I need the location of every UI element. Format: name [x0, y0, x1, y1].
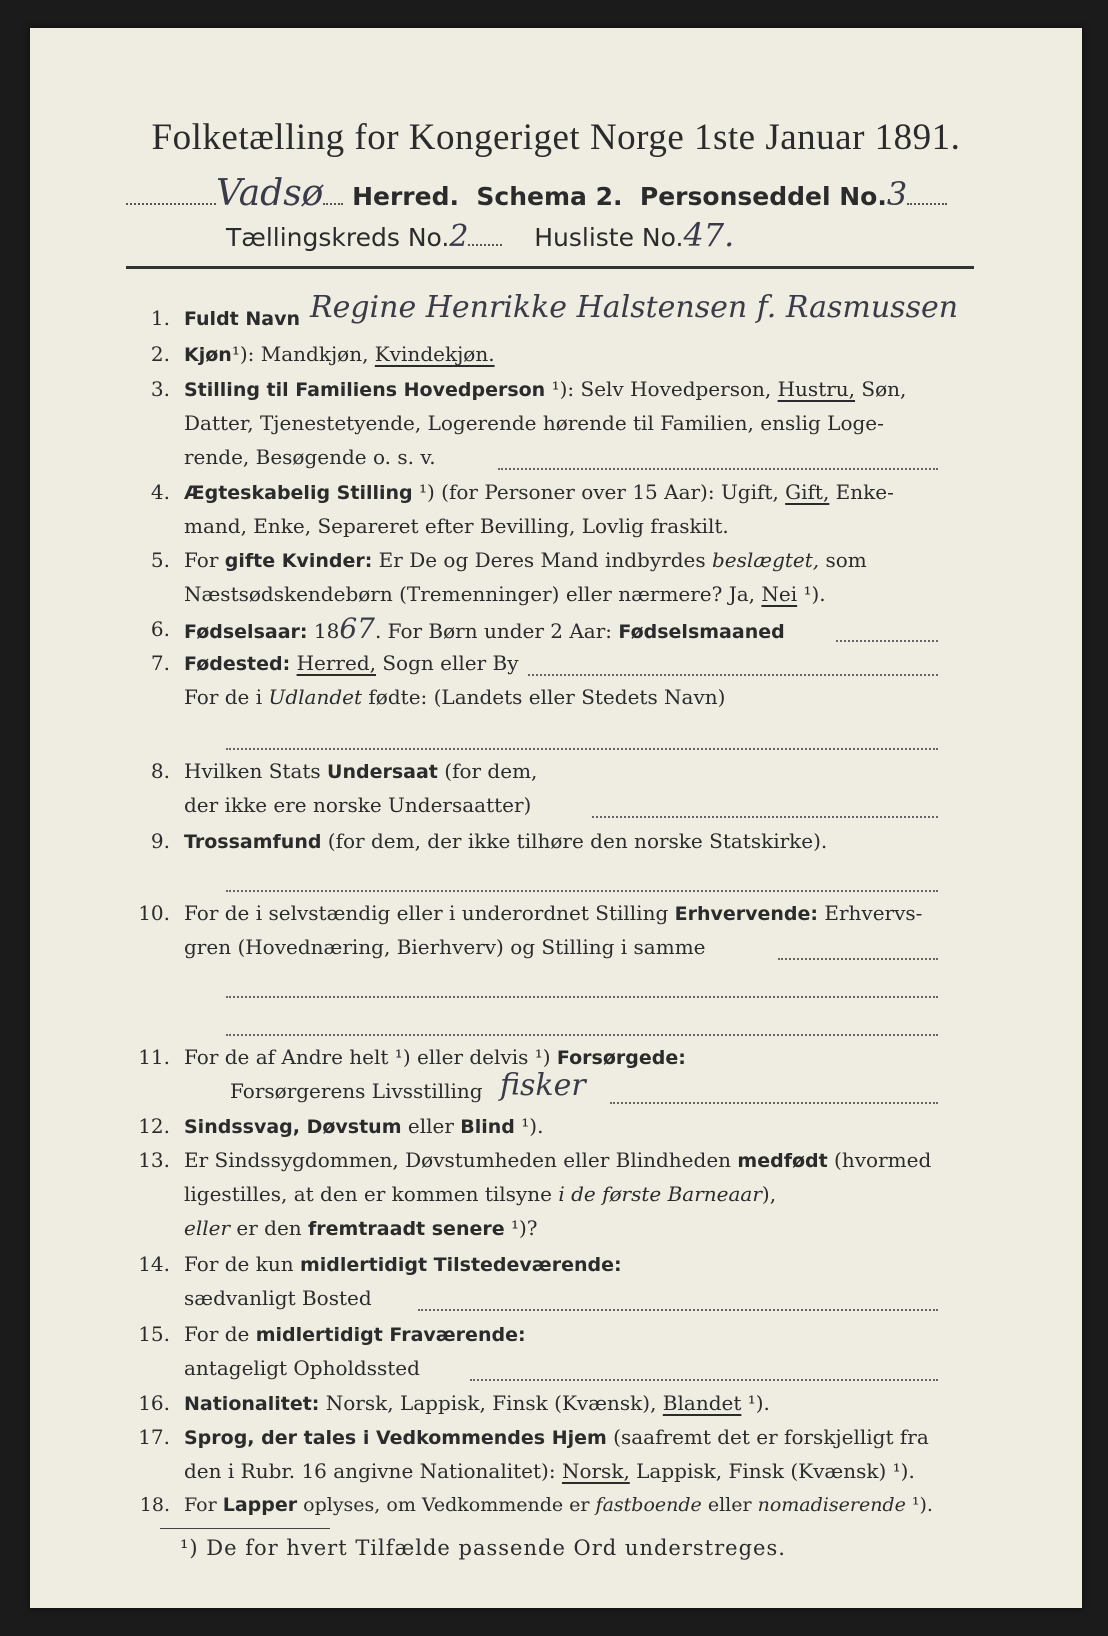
item-text: eller [184, 1216, 231, 1240]
fill-line [226, 890, 938, 892]
item-text: Hvilken Stats [184, 759, 328, 783]
selected-option: Norsk, [561, 1459, 630, 1483]
husliste-label: Husliste No. [534, 223, 684, 252]
item-label: Stilling til Familiens Hovedperson [184, 379, 546, 401]
item-text: For [184, 1494, 223, 1516]
item-text: ¹): Mandkjøn, [231, 342, 375, 366]
item-text: rende, Besøgende o. s. v. [184, 445, 436, 469]
item-text: For de i selvstændig eller i underordnet Stilling [184, 901, 675, 925]
fill-line [226, 996, 938, 998]
item-text: eller [701, 1494, 758, 1516]
item-text: Lappisk, Finsk (Kvænsk) ¹). [629, 1459, 915, 1483]
birth-year-value: 67 [339, 612, 375, 645]
item-label: Ægteskabelig Stilling [184, 482, 413, 504]
item-text: sædvanligt Bosted [184, 1286, 372, 1310]
item-text: Udlandet [268, 685, 363, 709]
item-number: 15. [138, 1322, 170, 1346]
item-label: Forsørgede: [556, 1047, 686, 1069]
item-label: medfødt [737, 1150, 828, 1172]
item-label: Fødselsaar: [184, 621, 308, 643]
item-text: ligestilles, at den er kommen tilsyne [184, 1182, 559, 1206]
provider-occupation-value: fisker [500, 1068, 586, 1103]
herred-line [126, 173, 947, 214]
item-number: 10. [138, 901, 170, 925]
item-text: Næstsødskendebørn (Tremenninger) eller nærmere? Ja, [184, 582, 762, 606]
taellingskreds-line [226, 216, 734, 254]
item-text: (saafremt det er forskjelligt fra [606, 1425, 929, 1449]
form-title: Folketælling for Kongeriget Norge 1ste Januar 1891. [151, 117, 961, 158]
herred-label: Herred. [352, 182, 459, 211]
fill-line [592, 816, 938, 818]
item-number: 14. [138, 1252, 170, 1276]
fill-line [778, 958, 938, 960]
item-number: 6. [150, 617, 170, 641]
item-text: . For Børn under 2 Aar: [374, 619, 619, 643]
item-text: gren (Hovednæring, Bierhverv) og Stilling i samme [184, 935, 706, 959]
item-number: 9. [150, 829, 170, 853]
item-label: Sprog, der tales i Vedkommendes Hjem [184, 1427, 607, 1449]
item-text: Søn, [855, 377, 907, 401]
item-number: 4. [150, 480, 170, 504]
taellingskreds-label: Tællingskreds No. [226, 223, 450, 252]
item-number: 3. [150, 377, 170, 401]
item-text: Datter, Tjenestetyende, Logerende hørende til Familien, enslig Loge- [184, 411, 884, 435]
item-label: Sindssvag, Døvstum [184, 1116, 402, 1138]
item-label: Fuldt Navn [184, 308, 301, 330]
item-label: Blind [460, 1116, 515, 1138]
herred-value: Vadsø [216, 173, 324, 214]
item-text: som [819, 548, 867, 572]
personseddel-value: 3 [886, 175, 908, 213]
item-label: fremtraadt senere [308, 1218, 505, 1240]
item-text: ¹) (for Personer over 15 Aar): Ugift, [412, 480, 786, 504]
item-number: 11. [138, 1045, 170, 1069]
fill-line [226, 748, 938, 750]
item-number: 2. [150, 342, 170, 366]
item-number: 1. [150, 306, 170, 330]
item-number: 13. [138, 1148, 170, 1172]
item-number: 16. [138, 1391, 170, 1415]
item-label: gifte Kvinder: [224, 550, 373, 572]
item-text: fastboende [595, 1494, 702, 1516]
fill-line [836, 640, 938, 642]
item-number: 17. [138, 1425, 170, 1449]
selected-option: Kvindekjøn. [374, 342, 495, 366]
item-number: 7. [150, 651, 170, 675]
item-text: ¹). [741, 1391, 770, 1415]
item-label: midlertidigt Tilstedeværende: [299, 1254, 622, 1276]
item-text: ¹). [514, 1114, 544, 1138]
item-label: Nationalitet: [184, 1393, 320, 1415]
item-text: For [184, 548, 225, 572]
selected-option: Hustru, [777, 377, 856, 401]
item-text: er den [230, 1216, 309, 1240]
taellingskreds-value: 2 [449, 219, 469, 254]
item-number: 18. [139, 1494, 170, 1516]
item-text: Norsk, Lappisk, Finsk (Kvænsk), [319, 1391, 663, 1415]
item-number: 12. [138, 1114, 170, 1138]
item-text: For de [184, 1322, 256, 1346]
item-text: ¹). [797, 582, 826, 606]
item-label: Kjøn [184, 344, 232, 366]
item-label: Trossamfund [184, 831, 322, 853]
item-text: fødte: (Landets eller Stedets Navn) [362, 685, 726, 709]
header-rule [126, 266, 974, 269]
item-text: Er De og Deres Mand indbyrdes [372, 548, 712, 572]
item-label: Fødested: [184, 653, 291, 675]
item-text: eller [401, 1114, 461, 1138]
item-text: i de første Barneaar [558, 1182, 762, 1206]
item-text: mand, Enke, Separeret efter Bevilling, Lovlig fraskilt. [184, 514, 729, 538]
item-text: nomadiserende [757, 1494, 906, 1516]
husliste-value: 47. [683, 216, 735, 254]
item-label: midlertidigt Fraværende: [255, 1324, 526, 1346]
fill-line [418, 1309, 938, 1311]
item-text: Sogn eller By [376, 651, 519, 675]
item-number: 8. [150, 759, 170, 783]
item-text: (for dem, [437, 759, 538, 783]
personseddel-label: Personseddel No. [639, 182, 887, 211]
item-text: For de af Andre helt ¹) eller delvis ¹) [184, 1045, 557, 1069]
selected-option: Nei [761, 582, 798, 606]
item-text: ¹)? [504, 1216, 538, 1240]
item-text: den i Rubr. 16 angivne Nationalitet): [184, 1459, 562, 1483]
fill-line [470, 1379, 938, 1381]
selected-option: Blandet [662, 1391, 742, 1415]
item-text: Enke- [829, 480, 894, 504]
item-label: Undersaat [327, 761, 438, 783]
item-number: 5. [150, 548, 170, 572]
item-text: For de i [184, 685, 269, 709]
item-text: Erhvervs- [818, 901, 923, 925]
census-form [30, 28, 1082, 1608]
footnote-rule [160, 1528, 330, 1529]
item-text: ¹). [905, 1494, 933, 1516]
fill-line [498, 468, 938, 470]
fill-line [610, 1102, 938, 1104]
item-text: oplyses, om Vedkommende er [297, 1494, 596, 1516]
item-text: der ikke ere norske Undersaatter) [184, 793, 532, 817]
item-text: Er Sindssygdommen, Døvstumheden eller Blindheden [184, 1148, 738, 1172]
item-text: beslægtet, [711, 548, 820, 572]
selected-option: Herred, [296, 651, 376, 675]
item-text: (for dem, der ikke tilhøre den norske Statskirke). [321, 829, 828, 853]
item-text: (hvormed [827, 1148, 932, 1172]
fill-line [226, 1034, 938, 1036]
item-label: Erhvervende: [674, 903, 819, 925]
item-text: antageligt Opholdssted [184, 1356, 420, 1380]
item-text: Forsørgerens Livsstilling [230, 1079, 483, 1103]
fill-line [528, 674, 938, 676]
selected-option: Gift, [785, 480, 830, 504]
item-label: Fødselsmaaned [618, 621, 785, 643]
item-text: ), [761, 1182, 777, 1206]
item-label: Lapper [222, 1494, 298, 1516]
item-text: For de kun [184, 1252, 300, 1276]
footnote: ¹) De for hvert Tilfælde passende Ord understreges. [180, 1536, 786, 1560]
full-name-value: Regine Henrikke Halstensen f. Rasmussen [310, 290, 959, 325]
item-text: 18 [307, 619, 340, 643]
schema-label: Schema 2. [476, 182, 623, 211]
item-text: ¹): Selv Hovedperson, [545, 377, 778, 401]
